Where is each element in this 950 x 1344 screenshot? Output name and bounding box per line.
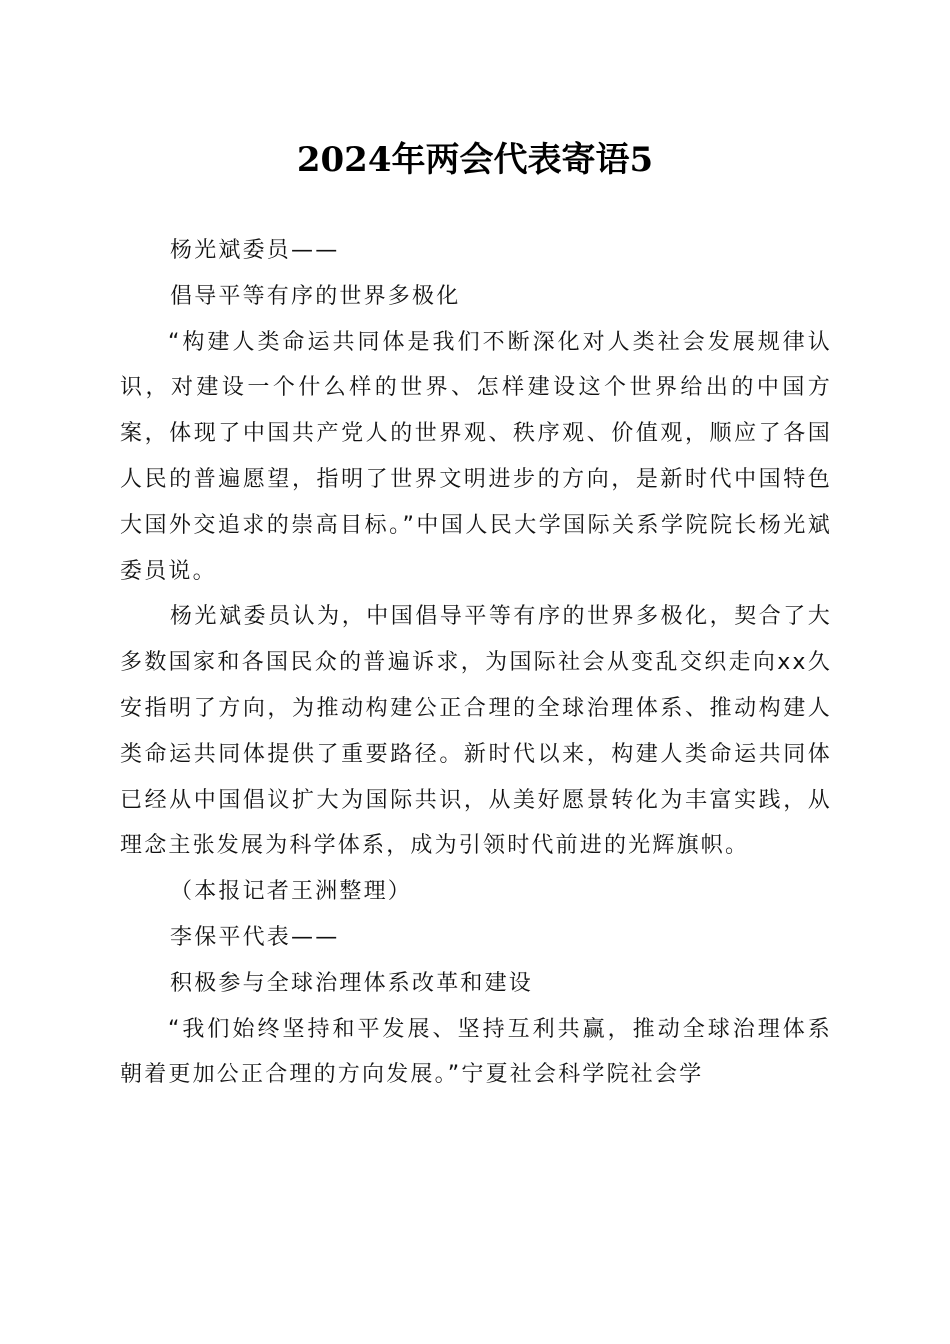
document-body bbox=[120, 228, 832, 1098]
paragraph-heading-2: 积极参与全球治理体系改革和建设 bbox=[170, 970, 534, 996]
paragraph-credit: （本报记者王洲整理） bbox=[170, 879, 413, 905]
paragraph-speaker-2: 李保平代表—— bbox=[170, 924, 340, 950]
document-title: 2024年两会代表寄语5 bbox=[296, 140, 654, 180]
paragraph-quote-1: “构建人类命运共同体是我们不断深化对人类社会发展规律认识，对建设一个什么样的世界、怎样建设这个世界给出的中国方案，体现了中国共产党人的世界观、秩序观、价值观，顺应了各国人民的普遍愿望，指明了世界文明进步的方向，是新时代中国特色大国外交追求的崇高目标。”中国人民大学国际关系学院院长杨光斌委员说。 bbox=[120, 329, 832, 584]
paragraph-body-1: 杨光斌委员认为，中国倡导平等有序的世界多极化，契合了大多数国家和各国民众的普遍诉求，为国际社会从变乱交织走向xx久安指明了方向，为推动构建公正合理的全球治理体系、推动构建人类命运共同体提供了重要路径。新时代以来，构建人类命运共同体已经从中国倡议扩大为国际共识，从美好愿景转化为丰富实践，从理念主张发展为科学体系，成为引领时代前进的光辉旗帜。 bbox=[120, 604, 832, 859]
paragraph-speaker-1: 杨光斌委员—— bbox=[170, 238, 340, 263]
paragraph-quote-2: “我们始终坚持和平发展、坚持互利共赢，推动全球治理体系朝着更加公正合理的方向发展。”宁夏社会科学院社会学 bbox=[120, 1016, 832, 1088]
paragraph-heading-1: 倡导平等有序的世界多极化 bbox=[170, 283, 461, 309]
